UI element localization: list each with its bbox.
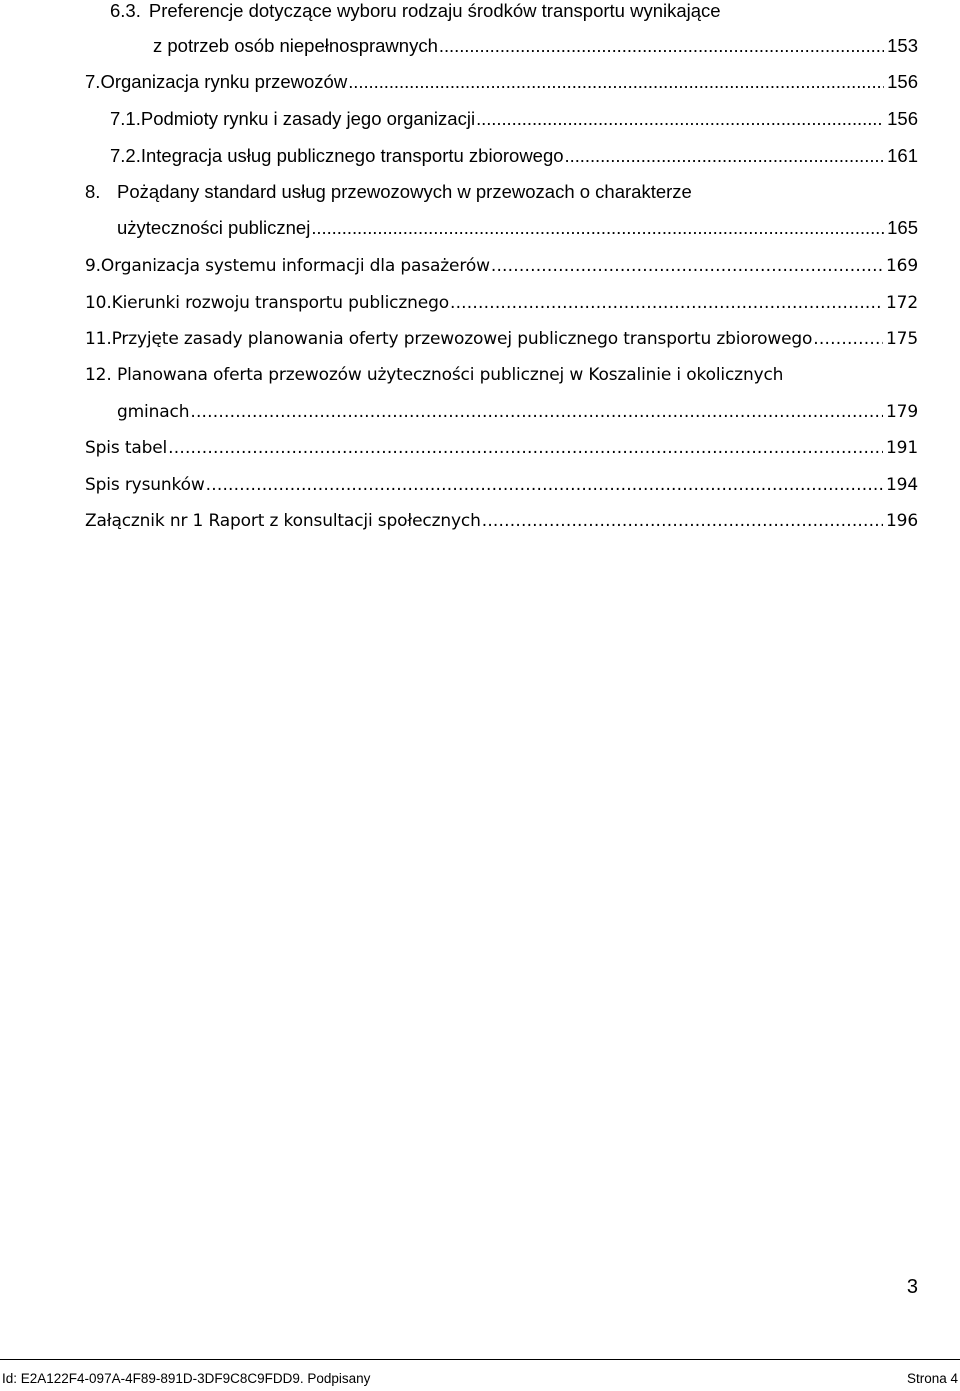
toc-entry-title: Planowana oferta przewozów użyteczności publicznej w Koszalinie i okolicznych [117,365,784,385]
toc-entry-zalacznik-1[interactable] [85,510,918,534]
toc-entry-number: 9. [85,256,101,276]
toc-entry-11[interactable] [85,328,918,352]
toc-entry-title: gminach [117,402,190,422]
toc-entry-spis-rysunkow[interactable] [85,474,918,498]
toc-entry-page: 153 [887,35,918,56]
toc-entry-9[interactable] [85,255,918,279]
toc-entry-page: 194 [886,475,918,495]
toc-entry-page: 179 [886,402,918,422]
toc-entry-title: Integracja usług publicznego transportu zbiorowego [140,145,564,166]
toc-entry-number: 7.1. [110,108,141,129]
toc-dot-leader [491,255,883,277]
toc-entry-12 [85,364,918,388]
toc-entry-title: Podmioty rynku i zasady jego organizacji [140,108,476,129]
toc-entry-title: Organizacja rynku przewozów [100,71,348,92]
toc-entry-page: 165 [887,217,918,238]
toc-dot-leader [439,35,884,57]
toc-dot-leader [450,292,883,314]
toc-dot-leader [190,401,883,423]
toc-entry-page: 191 [886,438,918,458]
toc-dot-leader [813,328,883,350]
toc-entry-number: 10. [85,293,112,313]
toc-entry-8-cont[interactable] [117,217,918,241]
toc-entry-page: 196 [886,511,918,531]
toc-dot-leader [476,108,884,130]
toc-dot-leader [348,71,884,93]
toc-entry-title: Spis tabel [85,438,168,458]
toc-entry-number: 6.3. [110,0,141,21]
toc-entry-page: 175 [886,329,918,349]
toc-entry-10[interactable] [85,292,918,316]
toc-entry-7-2[interactable] [110,145,918,169]
footer-divider [0,1359,960,1360]
toc-entry-title: Pożądany standard usług przewozowych w przewozach o charakterze [117,181,692,202]
toc-dot-leader [206,474,883,496]
toc-entry-8 [85,181,918,205]
toc-entry-page: 156 [887,108,918,129]
footer-page-label: Strona 4 [906,1371,958,1386]
toc-entry-page: 172 [886,293,918,313]
toc-dot-leader [311,217,884,239]
toc-entry-7-1[interactable] [110,108,918,132]
toc-entry-page: 161 [887,145,918,166]
toc-entry-page: 169 [886,256,918,276]
toc-entry-title: Załącznik nr 1 Raport z konsultacji społecznych [85,511,481,531]
toc-entry-number: 11. [85,329,112,349]
toc-dot-leader [168,437,883,459]
toc-entry-number: 7. [85,71,101,92]
toc-entry-title: Preferencje dotyczące wyboru rodzaju środków transportu wynikające [148,0,721,21]
page-number: 3 [906,1276,918,1298]
toc-dot-leader [482,510,883,532]
toc-entry-title: użyteczności publicznej [117,217,311,238]
toc-entry-title: z potrzeb osób niepełnosprawnych [153,35,438,56]
toc-dot-leader [565,145,885,167]
toc-entry-6-3-cont[interactable] [153,35,918,59]
toc-entry-number: 7.2. [110,145,141,166]
toc-entry-title: Organizacja systemu informacji dla pasażerów [100,256,490,276]
toc-entry-title: Przyjęte zasady planowania oferty przewozowej publicznego transportu zbiorowego [111,329,813,349]
toc-entry-title: Kierunki rozwoju transportu publicznego [111,293,449,313]
toc-entry-number: 8. [85,181,101,202]
toc-entry-page: 156 [887,71,918,92]
toc-entry-12-cont[interactable] [117,401,918,425]
footer-document-id: Id: E2A122F4-097A-4F89-891D-3DF9C8C9FDD9. Podpisany [2,1371,371,1386]
toc-entry-7[interactable] [85,71,918,95]
toc-entry-6-3 [110,0,918,24]
toc-entry-number: 12. [85,365,112,385]
toc-entry-spis-tabel[interactable] [85,437,918,461]
toc-entry-title: Spis rysunków [85,475,205,495]
